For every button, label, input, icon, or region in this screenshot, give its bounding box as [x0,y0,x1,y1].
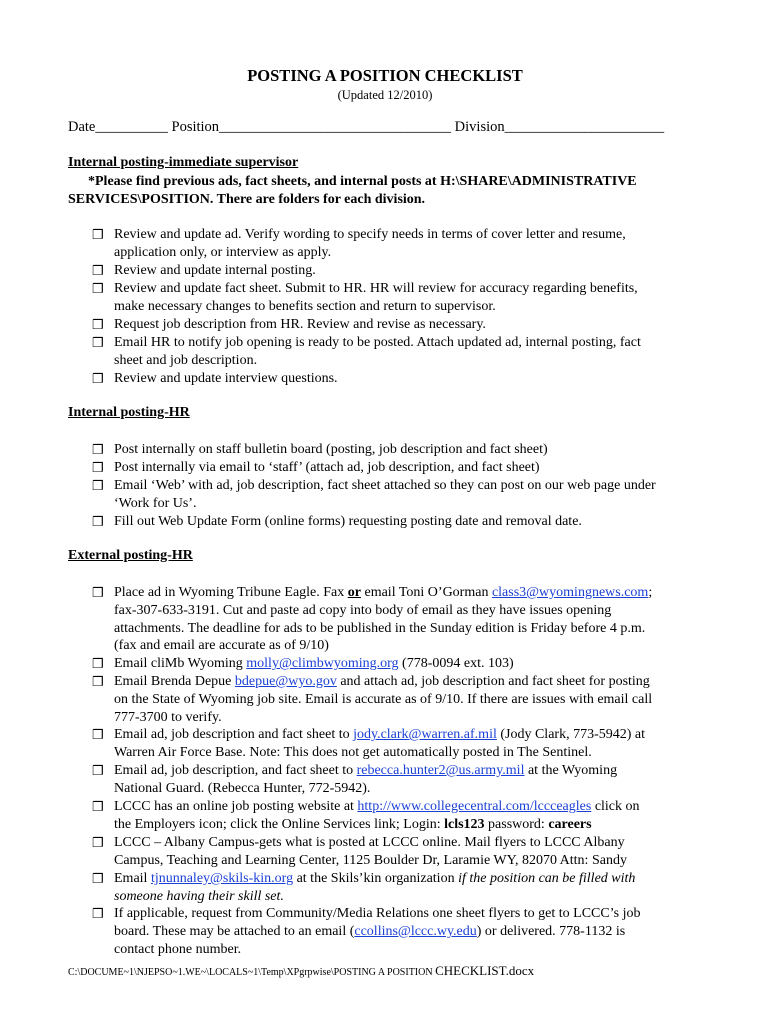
form-fields-line [68,119,664,136]
email-link-ccollins[interactable]: ccollins@lccc.wy.edu [354,923,477,939]
item-text: click on [591,799,640,814]
checkbox-icon[interactable]: ❒ [92,281,104,296]
password-value: careers [548,816,592,832]
item-text: at the Skils’kin organization [293,871,459,886]
email-link-tjnunnaley[interactable]: tjnunnaley@skils-kin.org [150,871,294,886]
item-text: attachments. The deadline for ads to be published in the Sunday edition is Friday before 4 p.m. [114,620,646,636]
checkbox-icon[interactable]: ❒ [92,871,104,886]
checkbox-icon[interactable]: ❒ [92,674,104,689]
item-text: Email Brenda Depue [114,674,235,689]
item-text-emphasis: or [347,585,361,600]
email-link-bdepue[interactable]: bdepue@wyo.gov [234,674,337,689]
item-text: board. These may be attached to an email ( [114,923,355,939]
item-text: ; [648,585,653,600]
page-title: POSTING A POSITION CHECKLIST [247,66,523,85]
item-text: Email [114,871,151,886]
item-text: (Jody Clark, 773-5942) at [496,727,646,742]
checkbox-icon[interactable]: ❒ [92,460,104,475]
checkbox-icon[interactable]: ❒ [92,656,104,671]
division-label: Division [454,119,505,135]
email-link-class3[interactable]: class3@wyomingnews.com [491,585,649,600]
item-text: and attach ad, job description and fact sheet for posting [336,674,650,689]
item-text-italic: if the position can be filled with [458,871,636,886]
item-text: sheet and job description. [114,352,258,368]
item-text: Review and update interview questions. [114,371,338,386]
checkbox-icon[interactable]: ❒ [92,763,104,778]
item-text: Email HR to notify job opening is ready to be posted. Attach updated ad, internal posting, fact [114,335,641,350]
item-text: Campus, Teaching and Learning Center, 1125 Boulder Dr, Laramie WY, 82070 Attn: Sandy [114,852,627,868]
item-text: the Employers icon; click the Online Services link; Login: [114,816,445,832]
item-text: Email ‘Web’ with ad, job description, fact sheet attached so they can post on our web page under [114,478,656,493]
date-field[interactable]: __________ [95,119,168,135]
checkbox-icon[interactable]: ❒ [92,835,104,850]
item-text: Warren Air Force Base. Note: This does not get automatically posted in The Sentinel. [114,744,592,760]
item-text: ‘Work for Us’. [114,495,197,511]
item-text: Email cliMb Wyoming [114,656,247,671]
section-heading-internal-hr: Internal posting-HR [68,405,190,420]
checkbox-icon[interactable]: ❒ [92,227,104,242]
checkbox-icon[interactable]: ❒ [92,263,104,278]
checkbox-icon[interactable]: ❒ [92,371,104,386]
date-label: Date [68,119,96,135]
note-line: *Please find previous ads, fact sheets, and internal posts at H:\SHARE\ADMINISTRATIVE [88,174,637,189]
footer-file-path [68,963,534,979]
item-text: Fill out Web Update Form (online forms) requesting posting date and removal date. [114,514,582,529]
checkbox-icon[interactable]: ❒ [92,317,104,332]
email-link-jody-clark[interactable]: jody.clark@warren.af.mil [353,727,497,742]
checkbox-icon[interactable]: ❒ [92,799,104,814]
item-text: on the State of Wyoming job site. Email is accurate as of 9/10. If there are issues with email call [114,691,653,707]
item-text: email Toni O’Gorman [360,585,492,600]
item-text: Email ad, job description and fact sheet to [114,727,354,742]
login-value: lcls123 [444,816,485,832]
item-text: make necessary changes to benefits section and return to supervisor. [114,298,496,314]
section-heading-internal-supervisor: Internal posting-immediate supervisor [68,155,299,170]
item-text: Review and update internal posting. [114,263,316,278]
item-text: (fax and email are accurate as of 9/10) [114,638,329,654]
note-line: SERVICES\POSITION. There are folders for each division. [68,192,426,207]
item-text: Email ad, job description, and fact sheet to [114,763,357,778]
footer-filename: CHECKLIST.docx [435,963,535,978]
item-text: at the Wyoming [524,763,618,778]
item-text: Request job description from HR. Review and revise as necessary. [114,317,486,332]
page-subtitle: (Updated 12/2010) [337,88,433,102]
checkbox-icon[interactable]: ❒ [92,727,104,742]
division-field[interactable]: ______________________ [504,119,665,135]
section-note [68,173,637,209]
item-text: Place ad in Wyoming Tribune Eagle. Fax [114,585,348,600]
section-heading-external-hr: External posting-HR [68,548,193,563]
checkbox-icon[interactable]: ❒ [92,585,104,600]
item-text: Post internally via email to ‘staff’ (attach ad, job description, and fact sheet) [114,460,540,475]
checkbox-icon[interactable]: ❒ [92,514,104,529]
item-text: password: [484,816,549,832]
email-link-rebecca-hunter[interactable]: rebecca.hunter2@us.army.mil [356,763,525,778]
checkbox-icon[interactable]: ❒ [92,478,104,493]
checkbox-icon[interactable]: ❒ [92,906,104,921]
checkbox-icon[interactable]: ❒ [92,442,104,457]
item-text: Review and update fact sheet. Submit to HR. HR will review for accuracy regarding benefits, [114,281,638,296]
item-text: National Guard. (Rebecca Hunter, 772-5942). [114,780,371,796]
item-text-italic: someone having their skill set. [114,888,284,904]
item-text: application only, or interview as apply. [114,244,332,260]
email-link-molly[interactable]: molly@climbwyoming.org [246,656,399,671]
item-text: Post internally on staff bulletin board (posting, job description and fact sheet) [114,442,548,457]
url-link-collegecentral[interactable]: http://www.collegecentral.com/lccceagles [357,799,592,814]
item-text: fax-307-633-3191. Cut and paste ad copy into body of email as they have issues opening [114,602,612,618]
item-text: Review and update ad. Verify wording to specify needs in terms of cover letter and resume, [114,227,626,242]
item-text: ) or delivered. 778-1132 is [476,923,626,939]
item-text: LCCC – Albany Campus-gets what is posted at LCCC online. Mail flyers to LCCC Albany [114,835,625,850]
item-text: 777-3700 to verify. [114,709,222,725]
item-text: contact phone number. [114,941,242,957]
item-text: If applicable, request from Community/Media Relations one sheet flyers to get to LCCC’s job [114,906,641,921]
checkbox-icon[interactable]: ❒ [92,335,104,350]
footer-path: C:\DOCUME~1\NJEPSO~1.WE~\LOCALS~1\Temp\XPgrpwise\POSTING A POSITION [68,967,436,978]
position-label: Position [171,119,220,135]
item-text: LCCC has an online job posting website at [114,799,358,814]
position-field[interactable]: ________________________________ [219,119,452,135]
item-text: (778-0094 ext. 103) [398,656,514,671]
